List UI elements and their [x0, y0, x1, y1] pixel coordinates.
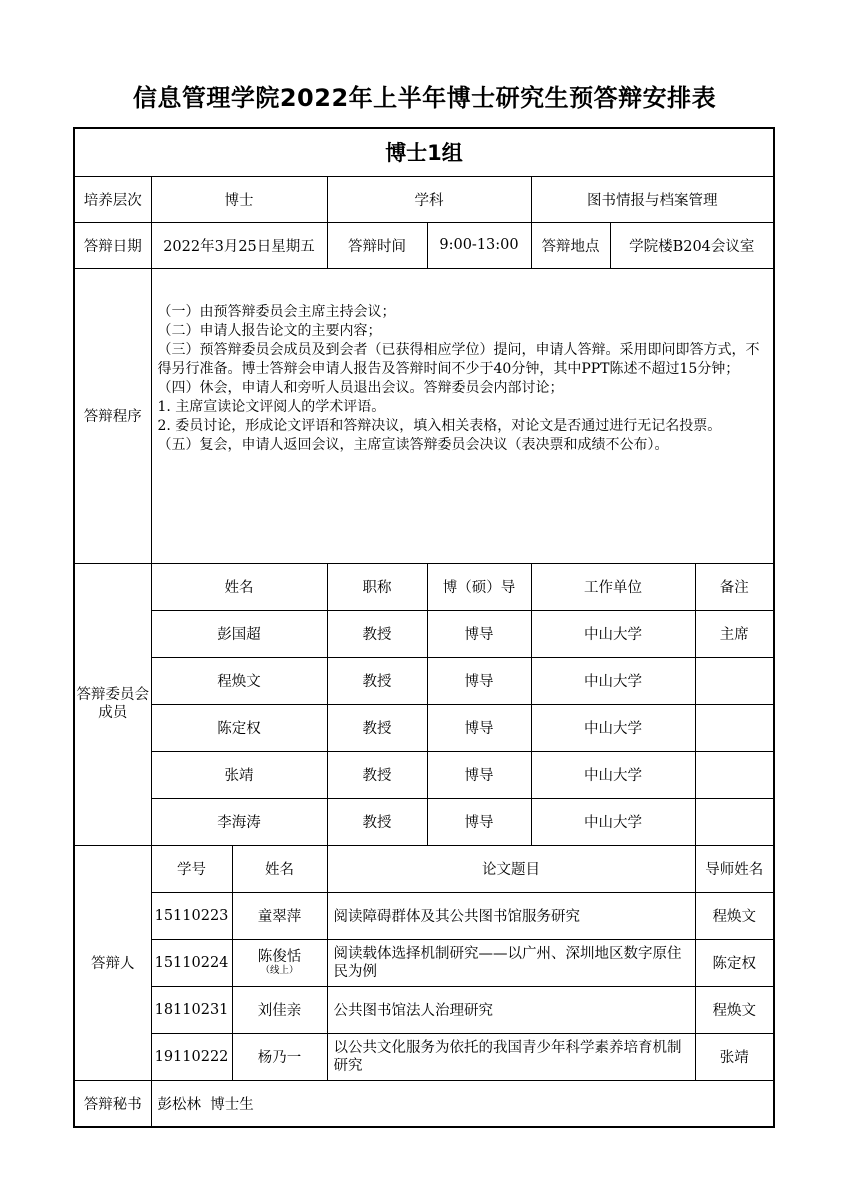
applicant-name: 陈俊恬: [257, 949, 302, 965]
table-row: [74, 751, 774, 798]
subject-label: 学科: [327, 176, 531, 222]
member-note: 主席: [695, 610, 774, 657]
member-title: 教授: [327, 657, 427, 704]
member-name: 程焕文: [151, 657, 327, 704]
applicant-header-topic: 论文题目: [327, 845, 695, 892]
procedure-line: （一）由预答辩委员会主席主持会议；: [157, 303, 396, 320]
member-unit: 中山大学: [531, 751, 695, 798]
member-unit: 中山大学: [531, 610, 695, 657]
applicant-id: 15110224: [151, 939, 232, 986]
level-label: 培养层次: [74, 176, 151, 222]
table-row: [74, 657, 774, 704]
member-supervisor: 博导: [427, 798, 531, 845]
time-label: 答辩时间: [327, 222, 427, 268]
applicant-topic: 以公共文化服务为依托的我国青少年科学素养培育机制研究: [327, 1033, 695, 1080]
member-title: 教授: [327, 704, 427, 751]
member-unit: 中山大学: [531, 704, 695, 751]
member-name: 李海涛: [151, 798, 327, 845]
procedure-label: 答辩程序: [74, 268, 151, 563]
time-value: 9:00-13:00: [427, 222, 531, 268]
member-note: [695, 704, 774, 751]
applicant-topic: 阅读障碍群体及其公共图书馆服务研究: [327, 892, 695, 939]
committee-label: 答辩委员会成员: [74, 563, 151, 845]
date-label: 答辩日期: [74, 222, 151, 268]
applicants-label: 答辩人: [74, 845, 151, 1080]
table-row: [74, 939, 774, 986]
member-supervisor: 博导: [427, 657, 531, 704]
applicant-id: 18110231: [151, 986, 232, 1033]
procedure-line: 1. 主席宣读论文评阅人的学术评语。: [157, 398, 386, 415]
applicant-id: 19110222: [151, 1033, 232, 1080]
applicant-header-name: 姓名: [232, 845, 327, 892]
page-title: 信息管理学院2022年上半年博士研究生预答辩安排表: [132, 84, 717, 112]
subject-value: 图书情报与档案管理: [531, 176, 774, 222]
date-value: 2022年3月25日星期五: [151, 222, 327, 268]
member-note: [695, 751, 774, 798]
member-title: 教授: [327, 610, 427, 657]
committee-header-title: 职称: [327, 563, 427, 610]
place-value: 学院楼B204会议室: [610, 222, 774, 268]
member-supervisor: 博导: [427, 610, 531, 657]
member-note: [695, 798, 774, 845]
committee-header-note: 备注: [695, 563, 774, 610]
table-row: [74, 610, 774, 657]
committee-header-supervisor: 博（硕）导: [427, 563, 531, 610]
committee-header-name: 姓名: [151, 563, 327, 610]
procedure-line: （三）预答辩委员会成员及到会者（已获得相应学位）提问，申请人答辩。采用即问即答方式，不得另行准备。博士答辩会申请人报告及答辩时间不少于40分钟，其中PPT陈述不超过15分钟；: [157, 341, 760, 377]
table-row: [74, 1033, 774, 1080]
applicant-topic: 公共图书馆法人治理研究: [327, 986, 695, 1033]
table-row: [74, 986, 774, 1033]
table-row: [74, 798, 774, 845]
applicant-header-advisor: 导师姓名: [695, 845, 774, 892]
member-supervisor: 博导: [427, 704, 531, 751]
applicant-id: 15110223: [151, 892, 232, 939]
procedure-line: （二）申请人报告论文的主要内容；: [157, 322, 382, 339]
place-label: 答辩地点: [531, 222, 610, 268]
table-row: [74, 704, 774, 751]
member-name: 张靖: [151, 751, 327, 798]
procedure-line: 2. 委员讨论，形成论文评语和答辩决议，填入相关表格，对论文是否通过进行无记名投票。: [157, 417, 722, 434]
group-title: 博士1组: [74, 128, 774, 176]
member-unit: 中山大学: [531, 657, 695, 704]
member-supervisor: 博导: [427, 751, 531, 798]
member-title: 教授: [327, 751, 427, 798]
member-unit: 中山大学: [531, 798, 695, 845]
applicant-advisor: 程焕文: [695, 892, 774, 939]
schedule-table: [73, 127, 773, 1128]
member-title: 教授: [327, 798, 427, 845]
secretary-label: 答辩秘书: [74, 1080, 151, 1127]
level-value: 博士: [151, 176, 327, 222]
applicant-name: 刘佳亲: [232, 986, 327, 1033]
applicant-name: 杨乃一: [232, 1033, 327, 1080]
procedure-line: （五）复会，申请人返回会议，主席宣读答辩委员会决议（表决票和成绩不公布）。: [157, 436, 669, 453]
procedure-line: （四）休会，申请人和旁听人员退出会议。答辩委员会内部讨论；: [157, 379, 564, 396]
member-name: 彭国超: [151, 610, 327, 657]
table-row: [74, 892, 774, 939]
applicant-header-id: 学号: [151, 845, 232, 892]
member-name: 陈定权: [151, 704, 327, 751]
member-note: [695, 657, 774, 704]
procedure-content: [151, 268, 774, 563]
secretary-value: 彭松林 博士生: [151, 1080, 774, 1127]
applicant-name-cell: [232, 939, 327, 986]
applicant-topic: 阅读载体选择机制研究——以广州、深圳地区数字原住民为例: [327, 939, 695, 986]
online-note: （线上）: [260, 965, 299, 976]
applicant-name: 童翠萍: [232, 892, 327, 939]
committee-header-unit: 工作单位: [531, 563, 695, 610]
applicant-advisor: 程焕文: [695, 986, 774, 1033]
applicant-advisor: 陈定权: [695, 939, 774, 986]
applicant-advisor: 张靖: [695, 1033, 774, 1080]
